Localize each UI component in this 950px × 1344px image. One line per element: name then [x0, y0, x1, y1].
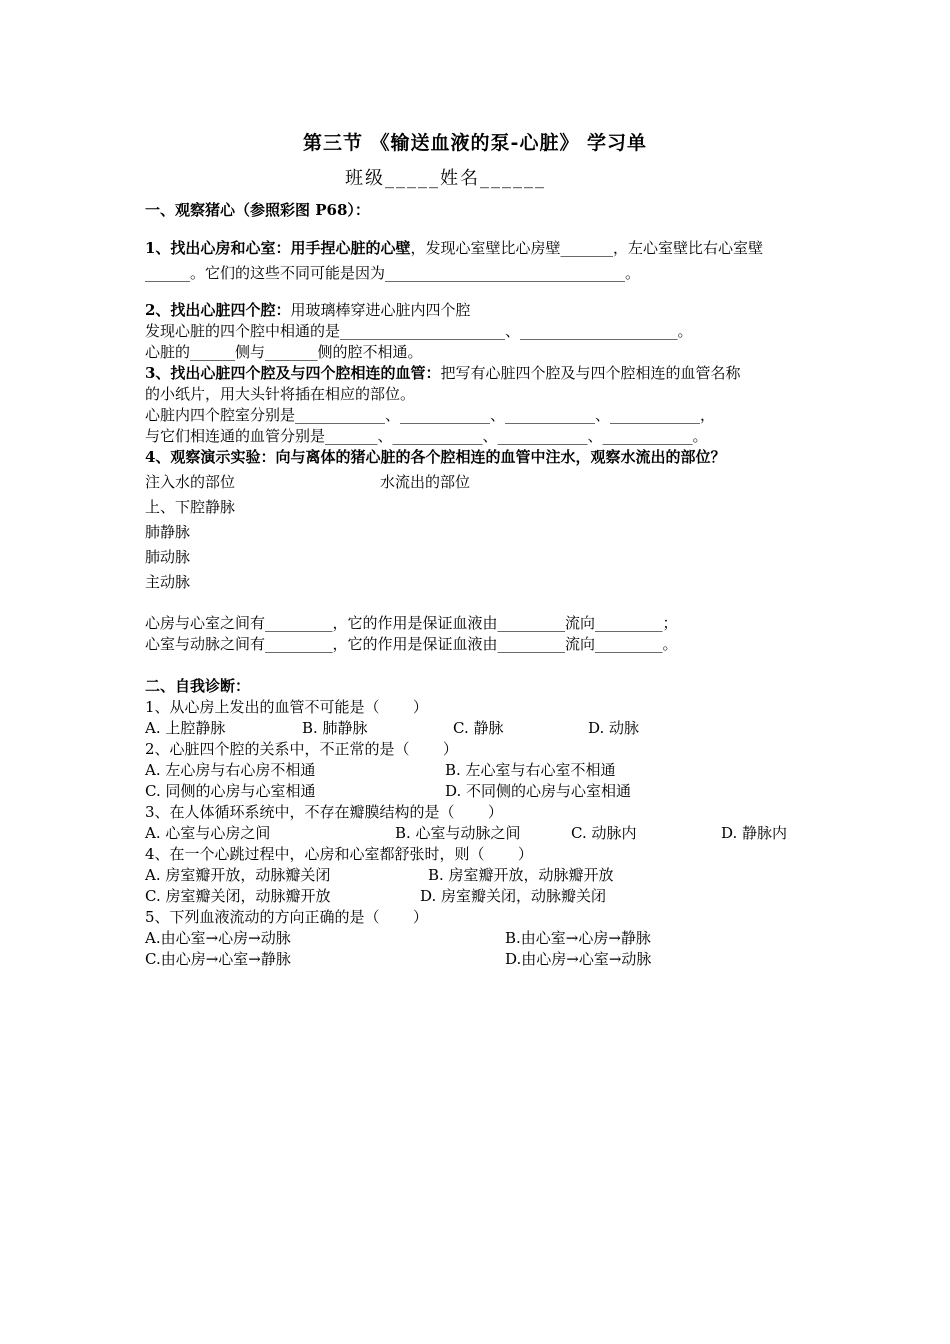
option: C.由心房→心室→静脉: [145, 950, 291, 968]
row-label: 上、下腔静脉: [145, 498, 236, 516]
fill-line-2: 心室与动脉之间有_________，它的作用是保证血液由_________流向_________。: [145, 635, 678, 653]
class-name-line: 班级_____姓名______: [345, 168, 546, 189]
option: D.由心房→心室→动脉: [505, 950, 652, 968]
question-stem: 4、在一个心跳过程中，心房和心室都舒张时，则（ ）: [145, 845, 533, 863]
option: D. 静脉内: [721, 824, 788, 842]
row-label: 肺静脉: [145, 523, 191, 541]
q2-line2: 发现心脏的四个腔中相通的是______________________、_____________________。: [145, 322, 693, 340]
q2-bold: 2、找出心脏四个腔：: [145, 301, 291, 319]
option: D. 不同侧的心房与心室相通: [445, 782, 632, 800]
option: B. 房室瓣开放，动脉瓣开放: [428, 866, 614, 884]
q2-line3: 心脏的______侧与_______侧的腔不相通。: [145, 343, 423, 361]
q1-bold: 1、找出心房和心室：用手捏心脏的心壁: [145, 239, 411, 257]
option: B. 左心室与右心室不相通: [445, 761, 616, 779]
option: A. 房室瓣开放，动脉瓣关闭: [145, 866, 331, 884]
option: D. 动脉: [588, 719, 640, 737]
q3-line2: 的小纸片，用大头针将插在相应的部位。: [145, 385, 416, 403]
fill-line-1: 心房与心室之间有_________，它的作用是保证血液由_________流向_________；: [145, 614, 678, 632]
question-stem: 1、从心房上发出的血管不可能是（ ）: [145, 698, 428, 716]
q1-line1: [145, 238, 763, 258]
option: A. 上腔静脉: [145, 719, 226, 737]
q3-line4: 与它们相连通的血管分别是_______、____________、____________、____________。: [145, 427, 708, 445]
option: B. 心室与动脉之间: [395, 824, 521, 842]
section2-heading: 二、自我诊断：: [145, 677, 251, 695]
page-title: 第三节 《输送血液的泵-心脏》 学习单: [302, 132, 648, 154]
option: A. 左心房与右心房不相通: [145, 761, 316, 779]
option: B. 肺静脉: [302, 719, 368, 737]
col-right-header: 水流出的部位: [380, 473, 471, 491]
question-stem: 3、在人体循环系统中，不存在瓣膜结构的是（ ）: [145, 803, 503, 821]
col-left-header: 注入水的部位: [145, 473, 236, 491]
row-label: 肺动脉: [145, 548, 191, 566]
q3-bold: 3、找出心脏四个腔及与四个腔相连的血管：: [145, 364, 441, 382]
section1-heading: 一、观察猪心（参照彩图 P68）：: [145, 201, 370, 219]
q2-rest: 用玻璃棒穿进心脏内四个腔: [290, 301, 471, 319]
option: A.由心室→心房→动脉: [145, 929, 291, 947]
q1-rest: ，发现心室壁比心房壁_______，左心室壁比右心室壁: [410, 239, 763, 257]
q3-rest: 把写有心脏四个腔及与四个腔相连的血管名称: [440, 364, 741, 382]
option: C. 静脉: [453, 719, 504, 737]
option: B.由心室→心房→静脉: [505, 929, 651, 947]
q4-line: 4、观察演示实验：向与离体的猪心脏的各个腔相连的血管中注水，观察水流出的部位？: [145, 448, 726, 466]
q3-line1: [145, 363, 740, 383]
option: A. 心室与心房之间: [145, 824, 271, 842]
q1-line2: ______。它们的这些不同可能是因为________________________________。: [145, 264, 641, 282]
question-stem: 2、心脏四个腔的关系中，不正常的是（ ）: [145, 740, 458, 758]
option: C. 同侧的心房与心室相通: [145, 782, 316, 800]
option: C. 房室瓣关闭，动脉瓣开放: [145, 887, 331, 905]
q2-line1: [145, 300, 470, 320]
option: C. 动脉内: [571, 824, 637, 842]
row-label: 主动脉: [145, 573, 191, 591]
question-stem: 5、下列血液流动的方向正确的是（ ）: [145, 908, 428, 926]
option: D. 房室瓣关闭，动脉瓣关闭: [420, 887, 607, 905]
q3-line3: 心脏内四个腔室分别是____________、____________、____________、____________，: [145, 406, 716, 424]
